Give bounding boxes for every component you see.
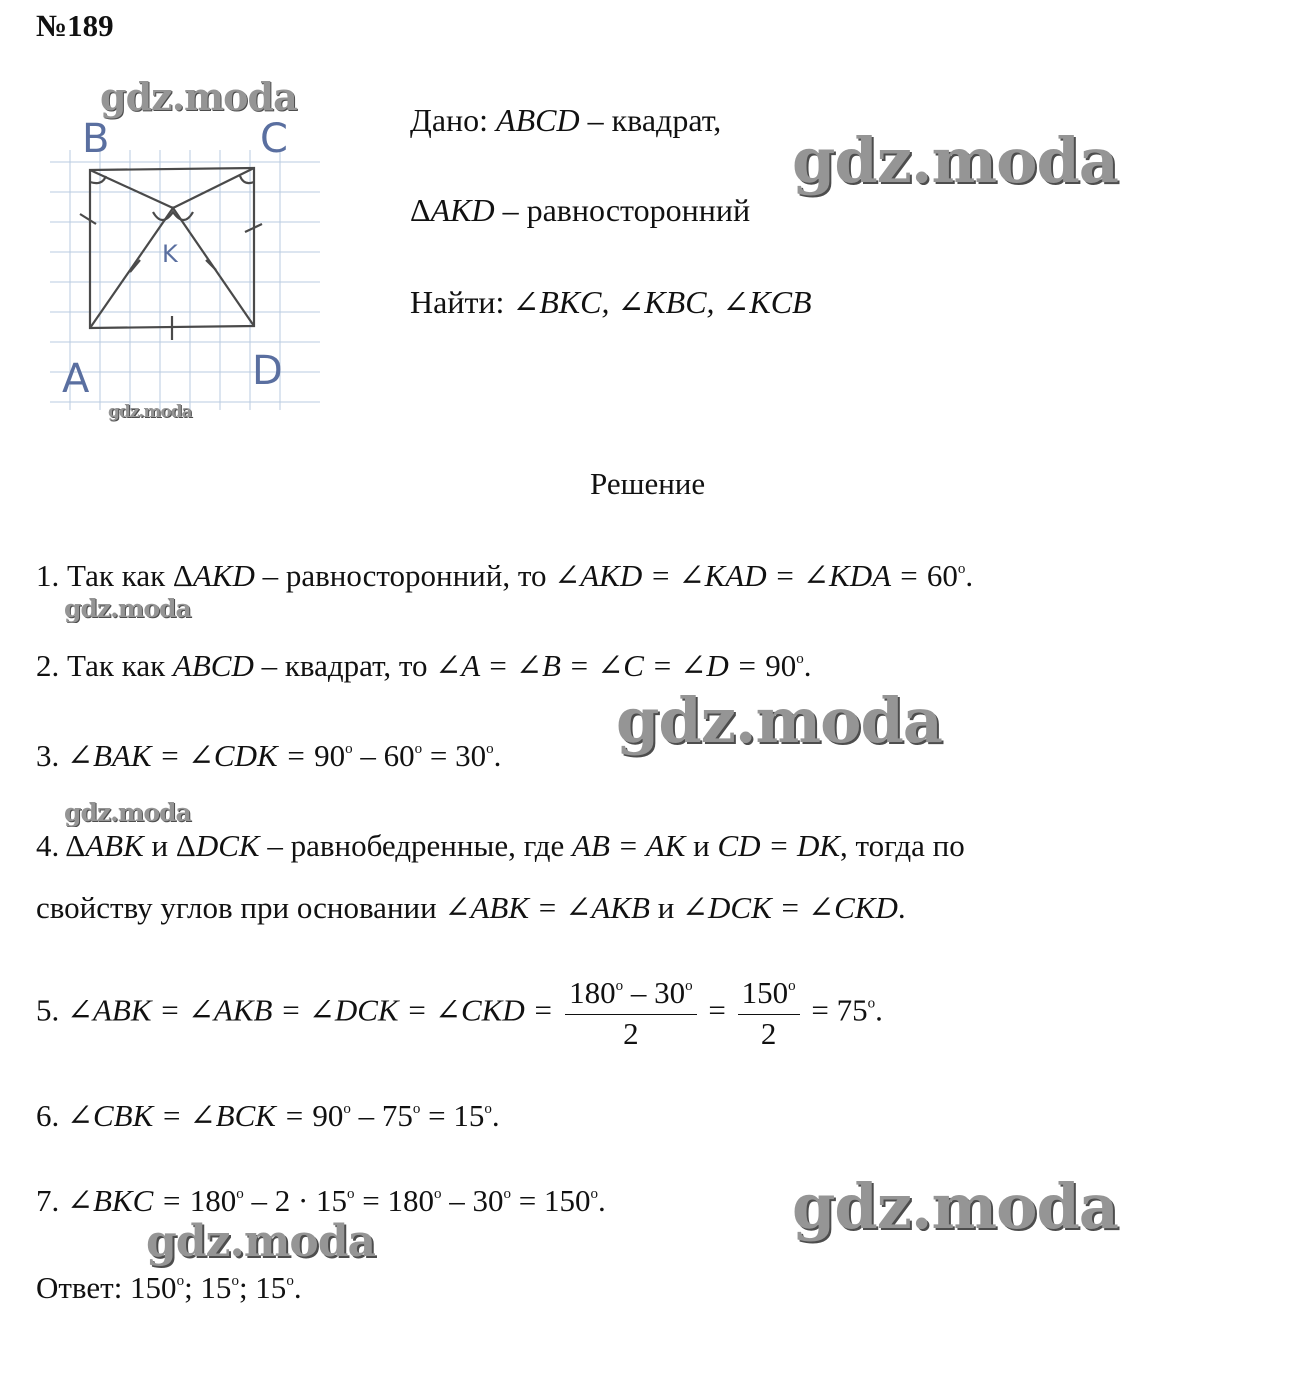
solution-step-6: 6. ∠CBK = ∠BCK = $90^o - 75^o = 15^o$.: [36, 1098, 500, 1133]
solution-step-3: 3. ∠BAK = ∠CDK = $90^o - 60^o = 30^o$.: [36, 738, 502, 773]
given-line-2: ΔAKD – равносторонний: [410, 192, 751, 228]
fraction-1: $\frac{180^o - 30^o}{2}$: [565, 974, 697, 1053]
solution-step-5: 5. ∠ABK = ∠AKB = ∠DCK = ∠CKD = $\frac{180^o - 30^o}{2}$ = $\frac{150^o}{2}$ = $75^o$.: [36, 975, 883, 1051]
vertex-label-d: D: [252, 348, 283, 394]
vertex-label-b: B: [82, 116, 110, 162]
watermark-logo: gdz.moda: [108, 402, 192, 422]
solution-step-1: 1. Так как ΔAKD – равносторонний, то ∠AKD = ∠KAD = ∠KDA = $60^o$.: [36, 558, 974, 593]
solution-step-7: 7. ∠BKC = $180^o - 2 \cdot 15^o = 180^o - 30^o = 150^o$.: [36, 1183, 606, 1218]
watermark-logo: gdz.moda: [792, 124, 1118, 197]
vertex-label-k: K: [162, 240, 178, 268]
solution-heading: Решение: [590, 466, 706, 501]
watermark-logo: gdz.moda: [100, 74, 297, 119]
square-sketch-figure: [40, 100, 330, 420]
watermark-logo: gdz.moda: [792, 1170, 1118, 1243]
watermark-logo: gdz.moda: [146, 1216, 376, 1267]
problem-number: №189: [36, 8, 114, 43]
watermark-logo: gdz.moda: [64, 594, 191, 623]
find-line: Найти: ∠BKC, ∠KBC, ∠KCB: [410, 284, 812, 320]
fraction-2: $\frac{150^o}{2}$: [738, 974, 800, 1053]
watermark-logo: gdz.moda: [616, 684, 942, 757]
given-line-1: Дано: ABCD – квадрат,: [410, 102, 722, 138]
vertex-label-a: A: [62, 356, 90, 402]
solution-step-4: 4. ΔABK и ΔDCK – равнобедренные, где AB = AK и CD = DK, тогда по: [36, 828, 965, 863]
solution-step-4-continued: свойству углов при основании ∠ABK = ∠AKB и ∠DCK = ∠CKD.: [36, 890, 906, 925]
solution-step-2: 2. Так как ABCD – квадрат, то ∠A = ∠B = ∠C = ∠D = $90^o$.: [36, 648, 812, 683]
vertex-label-c: C: [260, 116, 288, 162]
watermark-logo: gdz.moda: [64, 798, 191, 827]
answer-line: Ответ: 150$^o$; 15$^o$; 15$^o$.: [36, 1270, 302, 1305]
